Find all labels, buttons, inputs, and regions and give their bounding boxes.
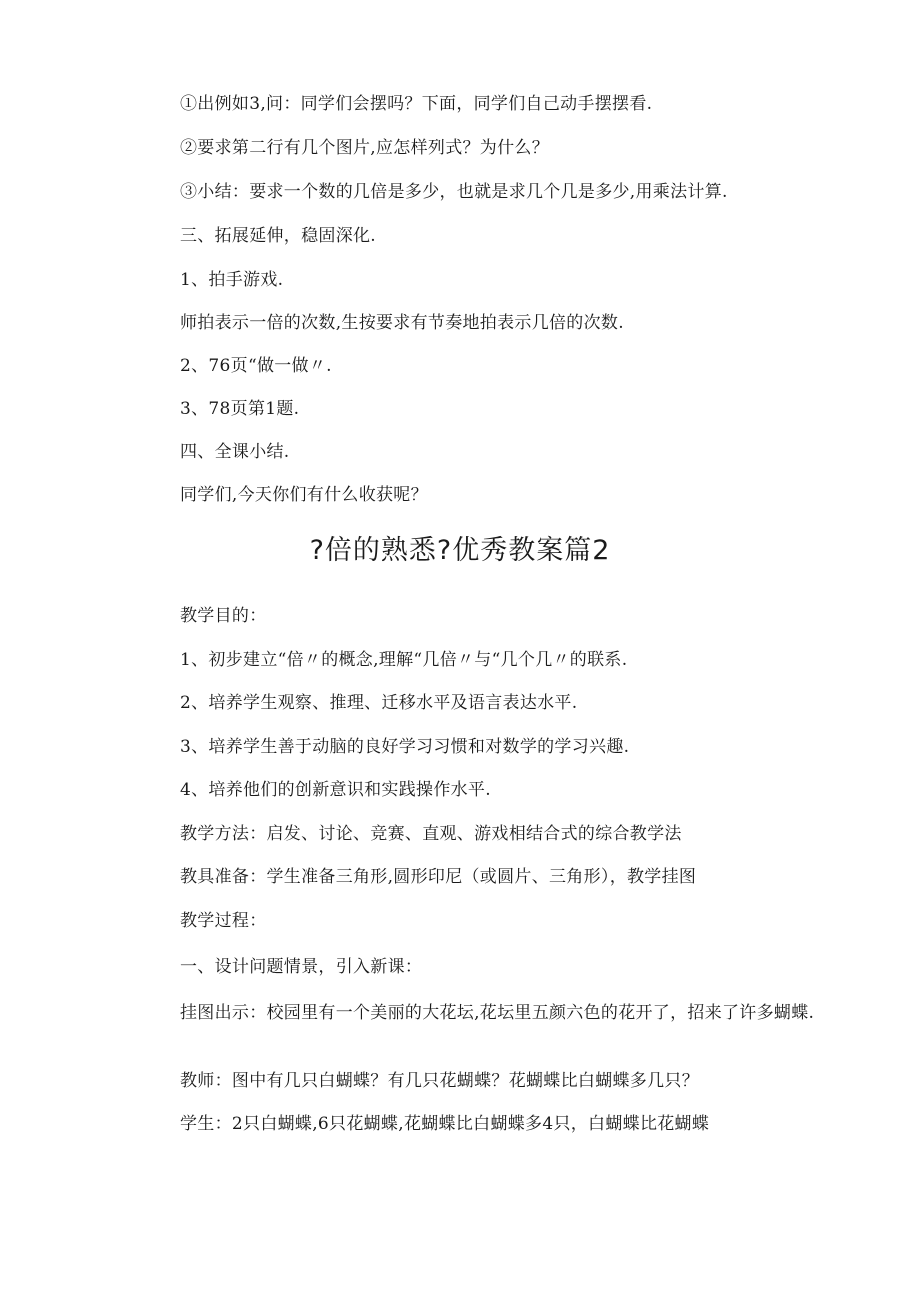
section-heading: 四、全课小结. xyxy=(180,442,290,462)
text-line: 教学目的： xyxy=(180,606,267,626)
text-line: 4、培养他们的创新意识和实践操作水平. xyxy=(180,780,491,800)
section-heading: 一、设计问题情景，引入新课： xyxy=(180,957,423,977)
text-line: 2、培养学生观察、推理、迁移水平及语言表达水平. xyxy=(180,693,578,713)
text-line: ③小结：要求一个数的几倍是多少，也就是求几个几是多少,用乘法计算. xyxy=(180,182,728,202)
text-line: 教学过程： xyxy=(180,911,267,931)
text-line: 1、初步建立“倍〃的概念,理解“几倍〃与“几个几〃的联系. xyxy=(180,650,628,670)
text-line: 3、78页第1题. xyxy=(180,399,300,419)
text-line: 2、76页“做一做〃. xyxy=(180,356,332,376)
text-line: 教学方法：启发、讨论、竞赛、直观、游戏相结合式的综合教学法 xyxy=(180,824,682,844)
text-line: 1、拍手游戏. xyxy=(180,270,284,290)
text-line: 学生：2只白蝴蝶,6只花蝴蝶,花蝴蝶比白蝴蝶多4只，白蝴蝶比花蝴蝶 xyxy=(180,1114,710,1134)
text-line: ②要求第二行有几个图片,应怎样列式？为什么？ xyxy=(180,138,550,158)
text-line: 师拍表示一倍的次数,生按要求有节奏地拍表示几倍的次数. xyxy=(180,313,624,333)
text-line: 教师：图中有几只白蝴蝶？有几只花蝴蝶？花蝴蝶比白蝴蝶多几只？ xyxy=(180,1071,699,1091)
text-line: 同学们,今天你们有什么收获呢？ xyxy=(180,485,428,505)
text-line: 教具准备：学生准备三角形,圆形印尼（或圆片、三角形），教学挂图 xyxy=(180,867,697,887)
text-line: ①出例如3,问：同学们会摆吗？下面，同学们自己动手摆摆看. xyxy=(180,94,653,114)
text-line: 3、培养学生善于动脑的良好学习习惯和对数学的学习兴趣. xyxy=(180,737,630,757)
section-heading: 三、拓展延伸，稳固深化. xyxy=(180,226,377,246)
wrapped-paragraph: 挂图出示：校园里有一个美丽的大花坛,花坛里五颜六色的花开了，招来了许多蝴蝶. xyxy=(180,1003,815,1023)
document-title: ?倍的熟悉?优秀教案篇2 xyxy=(309,535,611,566)
